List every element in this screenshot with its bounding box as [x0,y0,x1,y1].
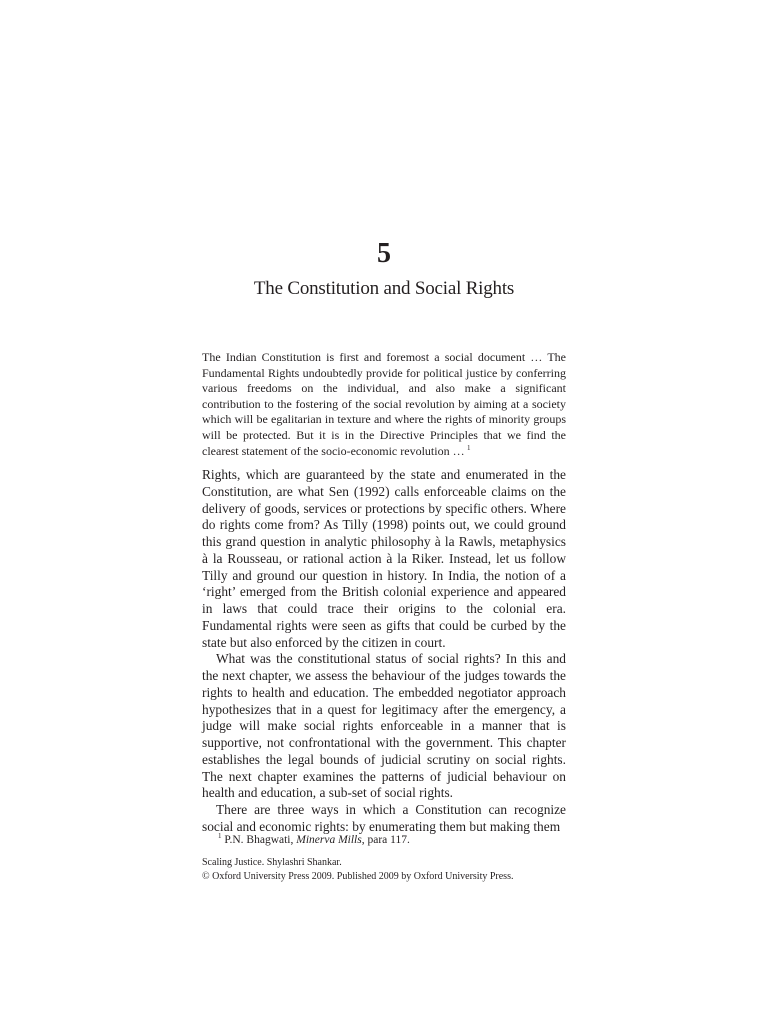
chapter-title: The Constitution and Social Rights [253,278,515,299]
chapter-number: 5 [377,238,391,269]
publication-imprint [202,856,582,884]
body-paragraph: What was the constitutional status of social rights? In this and the next chapter, we assess the behaviour of the judges towards the rights to health and education. The embedded negotiator approach hypothesizes that in a quest for legitimacy after the emergency, a judge will make social rights enforceable in a manner that is supportive, not confrontational with the government. This chapter establishes the legal bounds of judicial scrutiny on social rights. The next chapter examines the patterns of judicial behaviour on health and education, a sub-set of social rights. [202,651,566,801]
footnote-marker: 1 [218,832,222,841]
copyright-notice: © Oxford University Press 2009. Published 2009 by Oxford University Press. [202,871,514,882]
body-text [202,467,566,836]
footnote [218,833,568,848]
footnote-reference[interactable]: 1 [466,443,471,452]
body-paragraph: Rights, which are guaranteed by the state and enumerated in the Constitution, are what Sen (1992) calls enforceable claims on the delivery of goods, services or protections by specific others. Where do rights come from? As Tilly (1998) points out, we could ground this grand question in analytic philosophy à la Rawls, metaphysics à la Rousseau, or rational action à la Riker. Instead, let us follow Tilly and ground our question in history. In India, the notion of a ‘right’ emerged from the British colonial experience and appeared in laws that could trace their origins to the colonial era. Fundamental rights were seen as gifts that could be curbed by the state but also enforced by the citizen in court. [202,467,566,650]
footnote-location: , para 117. [361,834,410,846]
book-citation: Scaling Justice. Shylashri Shankar. [202,857,342,868]
epigraph-text: The Indian Constitution is first and foremost a social document … The Fundamental Rights undoubtedly provide for political justice by conferring various freedoms on the individual, and also make a significant contribution to the fostering of the social revolution by aiming at a society which will be egalitarian in texture and where the rights of minority groups will be protected. But it is in the Directive Principles that we find the clearest statement of the socio-economic revolution … [202,350,566,458]
footnote-author: P.N. Bhagwati, [224,834,294,846]
footnote-case-title: Minerva Mills [296,834,362,846]
epigraph-quote [202,350,566,459]
body-paragraph: There are three ways in which a Constitution can recognize social and economic rights: by enumerating them but making them [202,802,566,834]
